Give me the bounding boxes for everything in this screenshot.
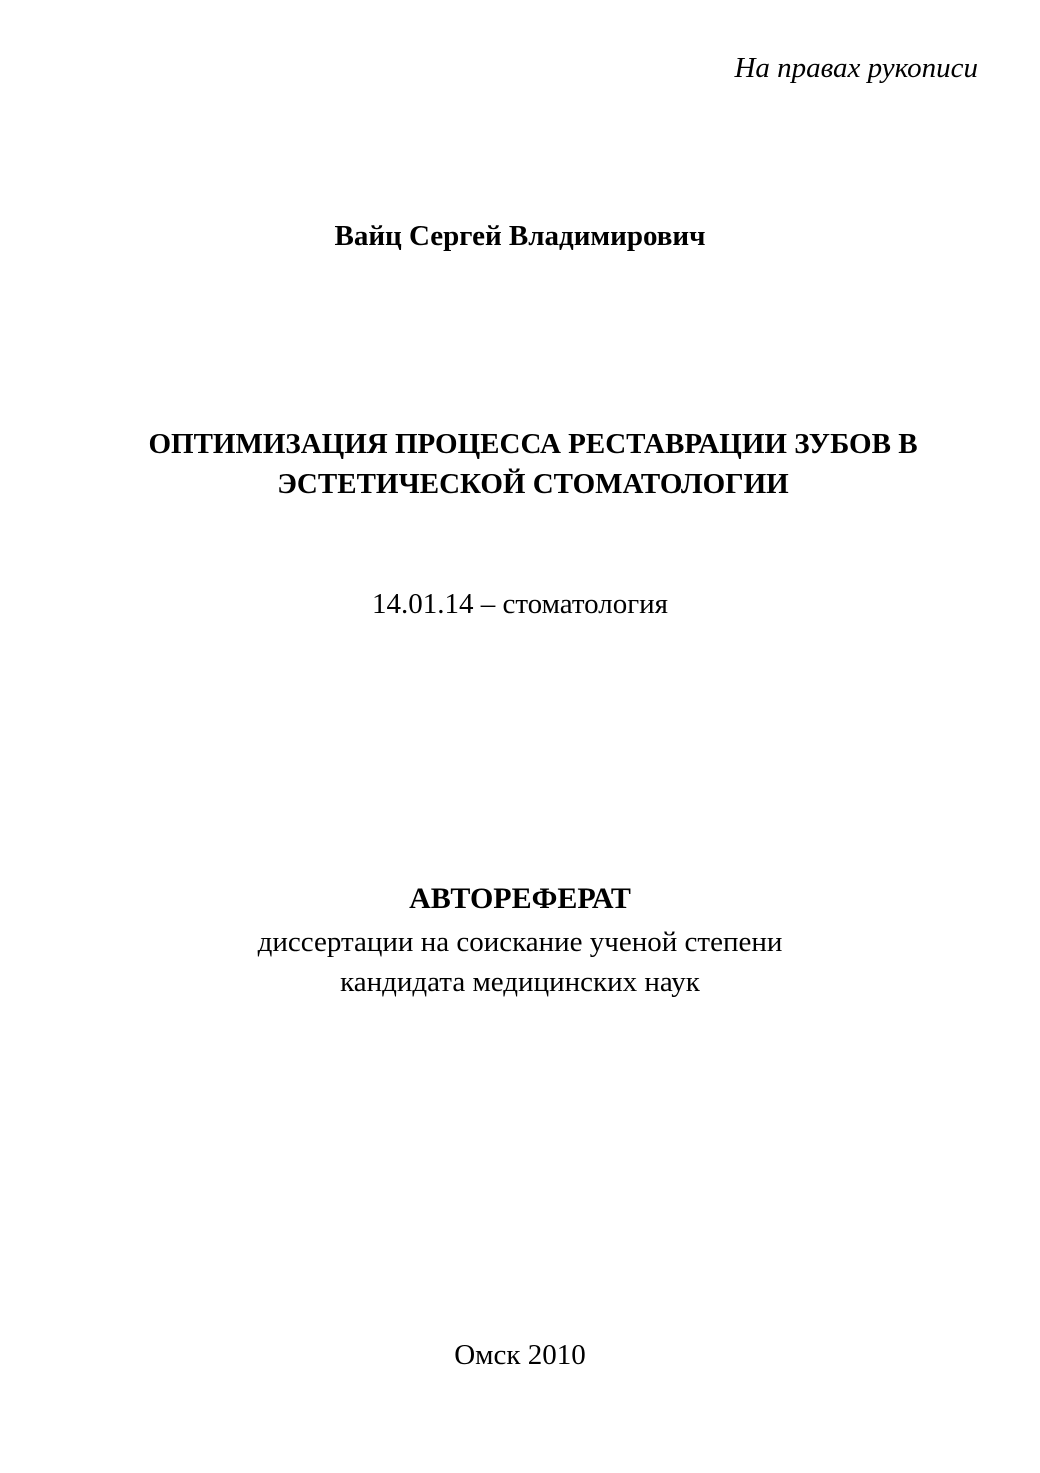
city-year: Омск 2010 <box>454 1339 586 1371</box>
rights-notice: На правах рукописи <box>734 52 978 84</box>
degree-line-2: кандидата медицинских наук <box>340 966 700 998</box>
title-line-2: ЭСТЕТИЧЕСКОЙ СТОМАТОЛОГИИ <box>277 468 789 500</box>
dissertation-title <box>70 424 996 504</box>
document-type-heading: АВТОРЕФЕРАТ <box>409 882 631 915</box>
author-name: Вайц Сергей Владимирович <box>334 220 706 252</box>
specialty-code: 14.01.14 – стоматология <box>371 588 669 620</box>
degree-line-1: диссертации на соискание ученой степени <box>257 926 783 958</box>
title-line-1: ОПТИМИЗАЦИЯ ПРОЦЕССА РЕСТАВРАЦИИ ЗУБОВ В <box>148 428 918 460</box>
degree-description <box>0 922 1040 1002</box>
